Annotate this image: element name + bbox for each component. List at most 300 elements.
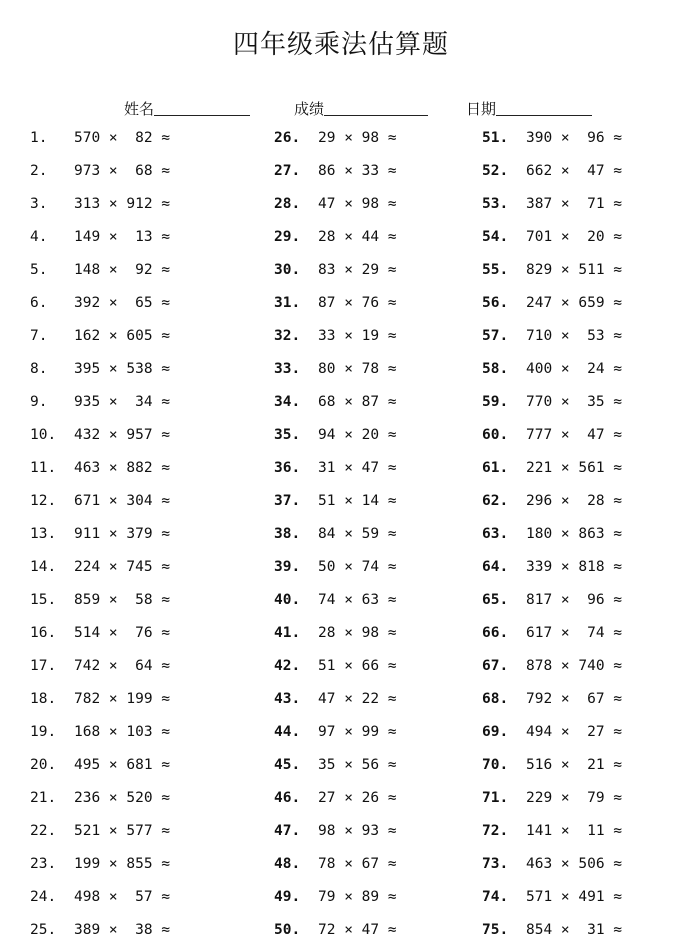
times-sign: × [335, 625, 362, 641]
factor-a: 400 [526, 361, 553, 377]
factor-a: 28 [318, 229, 336, 245]
approx-sign: ≈ [604, 889, 623, 905]
factor-a: 389 [74, 922, 101, 938]
problem-row [274, 584, 397, 617]
factor-a: 247 [526, 295, 553, 311]
name-field[interactable] [124, 98, 250, 119]
factor-b: 92 [126, 262, 153, 278]
problem-row [482, 188, 622, 221]
times-sign: × [100, 625, 127, 641]
factor-a: 97 [318, 724, 336, 740]
problem-number: 70. [482, 757, 509, 773]
approx-sign: ≈ [379, 526, 397, 542]
factor-b: 31 [578, 922, 605, 938]
factor-b: 957 [126, 427, 153, 443]
problem-number: 56. [482, 295, 509, 311]
approx-sign: ≈ [604, 295, 623, 311]
approx-sign: ≈ [379, 229, 397, 245]
score-field[interactable] [294, 98, 428, 119]
problem-number: 41. [274, 625, 301, 641]
factor-a: 84 [318, 526, 336, 542]
factor-a: 94 [318, 427, 336, 443]
times-sign: × [552, 460, 579, 476]
factor-a: 514 [74, 625, 101, 641]
problem-number: 47. [274, 823, 301, 839]
factor-a: 571 [526, 889, 553, 905]
problem-row [30, 782, 170, 815]
approx-sign: ≈ [379, 922, 397, 938]
times-sign: × [335, 229, 362, 245]
times-sign: × [552, 658, 579, 674]
factor-b: 64 [126, 658, 153, 674]
factor-b: 47 [361, 460, 380, 476]
problem-row [482, 452, 622, 485]
problem-number: 61. [482, 460, 509, 476]
problem-row [274, 353, 397, 386]
date-field[interactable] [466, 98, 592, 119]
approx-sign: ≈ [379, 262, 397, 278]
problem-row [482, 518, 622, 551]
problem-row [30, 485, 170, 518]
factor-b: 506 [578, 856, 605, 872]
problem-row [30, 452, 170, 485]
times-sign: × [100, 592, 127, 608]
factor-b: 199 [126, 691, 153, 707]
factor-b: 96 [578, 130, 605, 146]
factor-b: 78 [361, 361, 380, 377]
factor-b: 745 [126, 559, 153, 575]
factor-a: 68 [318, 394, 336, 410]
problem-number: 34. [274, 394, 301, 410]
problem-number: 11. [30, 460, 57, 476]
times-sign: × [552, 262, 579, 278]
factor-a: 521 [74, 823, 101, 839]
factor-b: 99 [361, 724, 380, 740]
approx-sign: ≈ [379, 757, 397, 773]
factor-b: 818 [578, 559, 605, 575]
times-sign: × [335, 592, 362, 608]
problem-row [274, 419, 397, 452]
times-sign: × [552, 328, 579, 344]
factor-a: 148 [74, 262, 101, 278]
times-sign: × [552, 724, 579, 740]
times-sign: × [552, 361, 579, 377]
times-sign: × [100, 196, 127, 212]
times-sign: × [335, 889, 362, 905]
times-sign: × [100, 493, 127, 509]
problem-number: 35. [274, 427, 301, 443]
problem-row [482, 617, 622, 650]
factor-a: 782 [74, 691, 101, 707]
times-sign: × [335, 790, 362, 806]
problem-row [274, 782, 397, 815]
problem-row [482, 320, 622, 353]
approx-sign: ≈ [604, 559, 623, 575]
factor-b: 47 [578, 163, 605, 179]
times-sign: × [335, 163, 362, 179]
problem-number: 20. [30, 757, 57, 773]
factor-a: 390 [526, 130, 553, 146]
problem-number: 58. [482, 361, 509, 377]
times-sign: × [552, 163, 579, 179]
times-sign: × [552, 592, 579, 608]
approx-sign: ≈ [152, 724, 171, 740]
factor-a: 86 [318, 163, 336, 179]
problem-row [274, 749, 397, 782]
factor-a: 83 [318, 262, 336, 278]
factor-a: 47 [318, 196, 336, 212]
times-sign: × [552, 790, 579, 806]
problem-row [274, 650, 397, 683]
times-sign: × [552, 823, 579, 839]
factor-a: 339 [526, 559, 553, 575]
times-sign: × [335, 526, 362, 542]
problem-number: 50. [274, 922, 301, 938]
factor-a: 792 [526, 691, 553, 707]
problem-row [482, 683, 622, 716]
approx-sign: ≈ [604, 691, 623, 707]
score-label: 成绩 [294, 100, 325, 118]
factor-b: 520 [126, 790, 153, 806]
factor-a: 168 [74, 724, 101, 740]
problem-row [482, 551, 622, 584]
times-sign: × [552, 889, 579, 905]
approx-sign: ≈ [152, 790, 171, 806]
factor-b: 79 [578, 790, 605, 806]
problem-row [482, 782, 622, 815]
problem-row [482, 815, 622, 848]
approx-sign: ≈ [604, 592, 623, 608]
factor-b: 577 [126, 823, 153, 839]
times-sign: × [335, 757, 362, 773]
problem-number: 7. [30, 328, 48, 344]
page-title: 四年级乘法估算题 [232, 30, 449, 60]
problem-row [30, 320, 170, 353]
factor-b: 74 [361, 559, 380, 575]
problem-row [30, 848, 170, 881]
problem-number: 57. [482, 328, 509, 344]
problem-number: 1. [30, 130, 48, 146]
approx-sign: ≈ [604, 229, 623, 245]
factor-b: 67 [361, 856, 380, 872]
factor-b: 76 [361, 295, 380, 311]
date-blank-line[interactable] [496, 100, 592, 116]
approx-sign: ≈ [152, 592, 171, 608]
problem-row [482, 749, 622, 782]
approx-sign: ≈ [604, 658, 623, 674]
approx-sign: ≈ [152, 130, 171, 146]
factor-a: 236 [74, 790, 101, 806]
times-sign: × [552, 130, 579, 146]
times-sign: × [100, 361, 127, 377]
times-sign: × [552, 625, 579, 641]
approx-sign: ≈ [379, 460, 397, 476]
approx-sign: ≈ [152, 295, 171, 311]
problem-number: 53. [482, 196, 509, 212]
problem-number: 28. [274, 196, 301, 212]
factor-b: 33 [361, 163, 380, 179]
times-sign: × [335, 460, 362, 476]
times-sign: × [552, 427, 579, 443]
factor-b: 304 [126, 493, 153, 509]
problem-row [274, 815, 397, 848]
problem-row [30, 353, 170, 386]
factor-a: 87 [318, 295, 336, 311]
factor-a: 80 [318, 361, 336, 377]
problem-number: 5. [30, 262, 48, 278]
times-sign: × [552, 295, 579, 311]
approx-sign: ≈ [379, 592, 397, 608]
name-label: 姓名 [124, 100, 155, 118]
factor-a: 149 [74, 229, 101, 245]
factor-b: 659 [578, 295, 605, 311]
approx-sign: ≈ [604, 922, 623, 938]
factor-a: 31 [318, 460, 336, 476]
times-sign: × [335, 823, 362, 839]
approx-sign: ≈ [604, 790, 623, 806]
times-sign: × [335, 856, 362, 872]
times-sign: × [552, 493, 579, 509]
factor-a: 74 [318, 592, 336, 608]
approx-sign: ≈ [152, 328, 171, 344]
factor-a: 777 [526, 427, 553, 443]
problem-number: 51. [482, 130, 509, 146]
times-sign: × [100, 559, 127, 575]
approx-sign: ≈ [152, 262, 171, 278]
problem-row [274, 320, 397, 353]
factor-a: 742 [74, 658, 101, 674]
factor-a: 27 [318, 790, 336, 806]
approx-sign: ≈ [379, 724, 397, 740]
factor-a: 35 [318, 757, 336, 773]
problem-row [274, 485, 397, 518]
problem-row [482, 584, 622, 617]
problem-number: 10. [30, 427, 57, 443]
factor-a: 29 [318, 130, 336, 146]
approx-sign: ≈ [379, 889, 397, 905]
factor-b: 863 [578, 526, 605, 542]
times-sign: × [552, 526, 579, 542]
factor-b: 68 [126, 163, 153, 179]
problem-number: 63. [482, 526, 509, 542]
approx-sign: ≈ [604, 130, 623, 146]
approx-sign: ≈ [152, 196, 171, 212]
problem-row [30, 617, 170, 650]
factor-b: 59 [361, 526, 380, 542]
factor-a: 617 [526, 625, 553, 641]
times-sign: × [335, 130, 362, 146]
problem-row [30, 386, 170, 419]
factor-a: 221 [526, 460, 553, 476]
times-sign: × [335, 196, 362, 212]
times-sign: × [552, 394, 579, 410]
factor-b: 20 [361, 427, 380, 443]
factor-b: 740 [578, 658, 605, 674]
problem-number: 25. [30, 922, 57, 938]
factor-b: 491 [578, 889, 605, 905]
problem-row [30, 518, 170, 551]
problem-number: 69. [482, 724, 509, 740]
approx-sign: ≈ [379, 856, 397, 872]
times-sign: × [552, 757, 579, 773]
problem-number: 45. [274, 757, 301, 773]
approx-sign: ≈ [152, 460, 171, 476]
problem-number: 6. [30, 295, 48, 311]
problem-row [482, 914, 622, 947]
problem-number: 9. [30, 394, 48, 410]
approx-sign: ≈ [152, 361, 171, 377]
factor-b: 28 [578, 493, 605, 509]
date-label: 日期 [466, 100, 497, 118]
problem-number: 64. [482, 559, 509, 575]
problem-row [274, 848, 397, 881]
problem-row [274, 518, 397, 551]
problem-row [30, 815, 170, 848]
factor-a: 162 [74, 328, 101, 344]
factor-a: 313 [74, 196, 101, 212]
problem-number: 3. [30, 196, 48, 212]
problem-number: 60. [482, 427, 509, 443]
problem-row [30, 155, 170, 188]
problem-row [30, 749, 170, 782]
problem-number: 12. [30, 493, 57, 509]
problem-row [482, 155, 622, 188]
approx-sign: ≈ [604, 757, 623, 773]
factor-b: 56 [361, 757, 380, 773]
problem-number: 33. [274, 361, 301, 377]
factor-b: 96 [578, 592, 605, 608]
factor-b: 538 [126, 361, 153, 377]
approx-sign: ≈ [379, 691, 397, 707]
times-sign: × [335, 328, 362, 344]
problem-row [30, 287, 170, 320]
factor-a: 395 [74, 361, 101, 377]
approx-sign: ≈ [604, 427, 623, 443]
problem-number: 17. [30, 658, 57, 674]
approx-sign: ≈ [152, 394, 171, 410]
problem-row [30, 683, 170, 716]
approx-sign: ≈ [379, 559, 397, 575]
factor-a: 516 [526, 757, 553, 773]
problem-row [274, 716, 397, 749]
approx-sign: ≈ [152, 757, 171, 773]
factor-b: 22 [361, 691, 380, 707]
times-sign: × [100, 856, 127, 872]
problem-row [30, 914, 170, 947]
factor-a: 224 [74, 559, 101, 575]
problem-number: 30. [274, 262, 301, 278]
factor-b: 87 [361, 394, 380, 410]
approx-sign: ≈ [604, 196, 623, 212]
factor-a: 829 [526, 262, 553, 278]
problem-number: 68. [482, 691, 509, 707]
problem-row [30, 584, 170, 617]
approx-sign: ≈ [604, 823, 623, 839]
factor-b: 58 [126, 592, 153, 608]
factor-a: 701 [526, 229, 553, 245]
approx-sign: ≈ [152, 229, 171, 245]
factor-b: 882 [126, 460, 153, 476]
factor-a: 859 [74, 592, 101, 608]
times-sign: × [100, 394, 127, 410]
factor-b: 53 [578, 328, 605, 344]
factor-b: 47 [578, 427, 605, 443]
problem-number: 21. [30, 790, 57, 806]
approx-sign: ≈ [379, 295, 397, 311]
problem-number: 4. [30, 229, 48, 245]
problem-number: 15. [30, 592, 57, 608]
problem-row [274, 617, 397, 650]
times-sign: × [335, 724, 362, 740]
times-sign: × [100, 757, 127, 773]
approx-sign: ≈ [379, 493, 397, 509]
problem-row [274, 155, 397, 188]
times-sign: × [100, 460, 127, 476]
problem-number: 71. [482, 790, 509, 806]
problem-row [482, 716, 622, 749]
times-sign: × [335, 262, 362, 278]
approx-sign: ≈ [152, 691, 171, 707]
problem-row [482, 419, 622, 452]
problem-number: 62. [482, 493, 509, 509]
factor-a: 199 [74, 856, 101, 872]
problem-number: 26. [274, 130, 301, 146]
factor-b: 605 [126, 328, 153, 344]
problem-number: 55. [482, 262, 509, 278]
times-sign: × [552, 922, 579, 938]
approx-sign: ≈ [604, 262, 623, 278]
approx-sign: ≈ [379, 625, 397, 641]
approx-sign: ≈ [604, 724, 623, 740]
approx-sign: ≈ [604, 163, 623, 179]
times-sign: × [552, 856, 579, 872]
factor-a: 78 [318, 856, 336, 872]
problem-row [482, 881, 622, 914]
problem-row [30, 716, 170, 749]
problem-number: 14. [30, 559, 57, 575]
times-sign: × [335, 922, 362, 938]
approx-sign: ≈ [379, 361, 397, 377]
factor-b: 98 [361, 625, 380, 641]
times-sign: × [100, 427, 127, 443]
approx-sign: ≈ [379, 196, 397, 212]
name-blank-line[interactable] [154, 100, 250, 116]
approx-sign: ≈ [604, 361, 623, 377]
factor-a: 498 [74, 889, 101, 905]
factor-b: 24 [578, 361, 605, 377]
problem-number: 72. [482, 823, 509, 839]
times-sign: × [100, 724, 127, 740]
problem-row [274, 386, 397, 419]
problem-row [482, 122, 622, 155]
factor-b: 20 [578, 229, 605, 245]
factor-b: 67 [578, 691, 605, 707]
problem-number: 36. [274, 460, 301, 476]
factor-b: 34 [126, 394, 153, 410]
approx-sign: ≈ [604, 526, 623, 542]
factor-b: 93 [361, 823, 380, 839]
factor-b: 38 [126, 922, 153, 938]
score-blank-line[interactable] [324, 100, 428, 116]
problem-number: 52. [482, 163, 509, 179]
approx-sign: ≈ [604, 625, 623, 641]
times-sign: × [100, 658, 127, 674]
problem-number: 22. [30, 823, 57, 839]
problem-row [30, 419, 170, 452]
factor-a: 911 [74, 526, 101, 542]
problem-number: 18. [30, 691, 57, 707]
problem-row [274, 287, 397, 320]
